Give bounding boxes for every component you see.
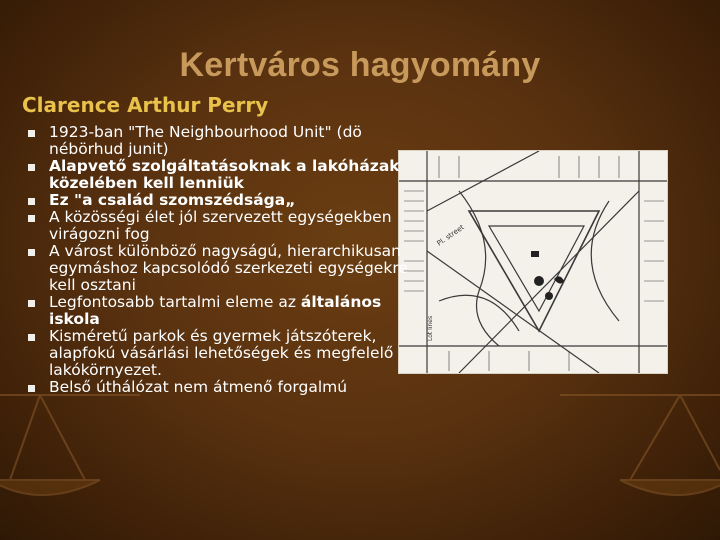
page-title: Kertváros hagyomány <box>179 46 541 84</box>
list-item: Legfontosabb tartalmi eleme az általános iskola <box>28 294 428 328</box>
list-item: Ez "a család szomszédsága„ <box>28 192 428 209</box>
square-bullet-icon <box>28 215 35 222</box>
square-bullet-icon <box>28 300 35 307</box>
list-item: Belső úthálózat nem átmenő forgalmú <box>28 379 428 396</box>
square-bullet-icon <box>28 198 35 205</box>
list-item: 1923-ban "The Neighbourhood Unit" (dö nébörhud junit) <box>28 124 428 158</box>
list-item: A várost különböző nagyságú, hierarchikusan egymáshoz kapcsolódó szerkezeti egységekre kell osztani <box>28 243 428 294</box>
square-bullet-icon <box>28 334 35 341</box>
list-item: Kisméretű parkok és gyermek játszóterek, alapfokú vásárlási lehetőségek és megfelelő lakókörnyezet. <box>28 328 428 379</box>
neighbourhood-unit-plan-diagram <box>399 151 667 373</box>
square-bullet-icon <box>28 164 35 171</box>
neighbourhood-unit-plan-figure <box>398 150 668 374</box>
square-bullet-icon <box>28 130 35 137</box>
bullet-list <box>28 124 428 396</box>
square-bullet-icon <box>28 249 35 256</box>
slide-subtitle: Clarence Arthur Perry <box>22 93 269 117</box>
list-item: A közösségi élet jól szervezett egységekben virágozni fog <box>28 209 428 243</box>
square-bullet-icon <box>28 385 35 392</box>
street-label: Pl. street <box>435 223 466 248</box>
lot-label: Lot lines <box>427 315 434 341</box>
list-item: Alapvető szolgáltatásoknak a lakóházak közelében kell lenniük <box>28 158 428 192</box>
